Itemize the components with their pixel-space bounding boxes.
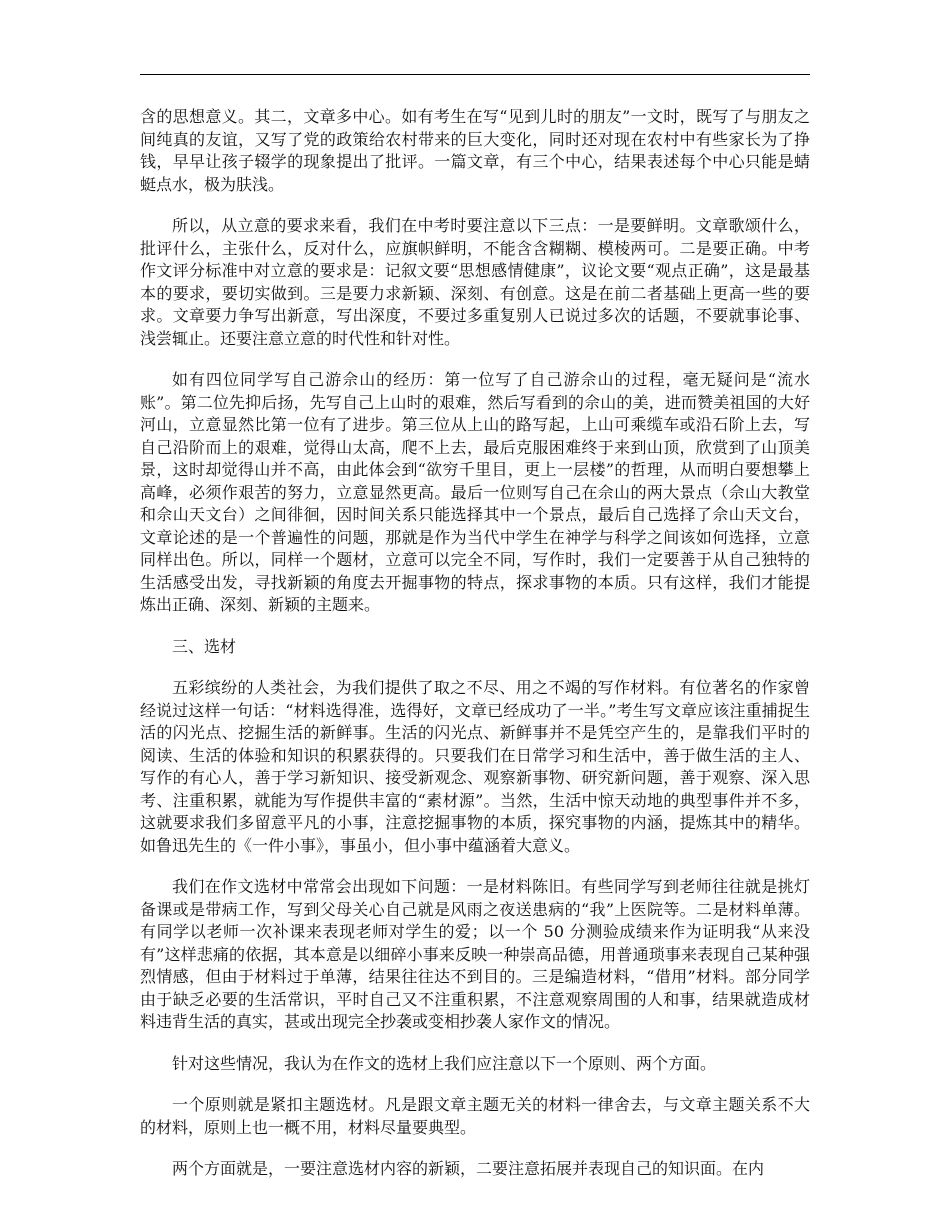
body-paragraph-two-aspects: 两个方面就是，一要注意选材内容的新颖，二要注意拓展并表现自己的知识面。在内 bbox=[172, 1159, 765, 1178]
body-paragraph-continued: 含的思想意义。其二，文章多中心。如有考生在写“见到儿时的朋友”一文时，既写了与朋友之间纯真的友谊，又写了党的政策给农村带来的巨大变化，同时还对现在农村中有些家长为了挣钱，早早让孩子辍学的现象提出了批评。一篇文章，有三个中心，结果表述每个中心只能是蜻蜓点水，极为肤浅。 bbox=[140, 107, 810, 194]
body-paragraph-principles-intro: 针对这些情况，我认为在作文的选材上我们应注意以下一个原则、两个方面。 bbox=[172, 1053, 717, 1073]
body-paragraph-one-principle: 一个原则就是紧扣主题选材。凡是跟文章主题无关的材料一律舍去，与文章主题关系不大的材料，原则上也一概不用，材料尽量要典型。 bbox=[140, 1095, 810, 1137]
header-rule bbox=[140, 74, 810, 75]
document-body bbox=[140, 106, 810, 1200]
body-paragraph-common-problems: 我们在作文选材中常常会出现如下问题：一是材料陈旧。有些同学写到老师往往就是挑灯备课或是带病工作，写到父母关心自己就是风雨之夜送患病的“我”上医院等。二是材料单薄。有同学以老师一次补课来表现老师对学生的爱；以一个 50 分测验成绩来作为证明我“从来没有”这样悲痛的依据，其本意是以细碎小事来反映一种崇高品德，用普通琐事来表现自己某种强烈情感，但由于材料过于单薄，结果往往达不到目的。三是编造材料，“借用”材料。部分同学由于缺乏必要的生活常识，平时自己又不注重积累，不注意观察周围的人和事，结果就造成材料违背生活的真实，甚或出现完全抄袭或变相抄袭人家作文的情况。 bbox=[140, 877, 810, 1031]
body-paragraph-material-sources: 五彩缤纷的人类社会，为我们提供了取之不尽、用之不竭的写作材料。有位著名的作家曾经说过这样一句话：“材料选得准，选得好，文章已经成功了一半。”考生写文章应该注重捕捉生活的闪光点、挖掘生活的新鲜事。生活的闪光点、新鲜事并不是凭空产生的，是靠我们平时的阅读、生活的体验和知识的积累获得的。只要我们在日常学习和生活中，善于做生活的主人、写作的有心人，善于学习新知识、接受新观念、观察新事物、研究新问题，善于观察、深入思考、注重积累，就能为写作提供丰富的“素材源”。当然，生活中惊天动地的典型事件并不多，这就要求我们多留意平凡的小事，注意挖掘事物的本质，探究事物的内涵，提炼其中的精华。如鲁迅先生的《一件小事》，事虽小，但小事中蕴涵着大意义。 bbox=[140, 678, 810, 855]
section-heading-material-selection: 三、选材 bbox=[172, 636, 237, 656]
body-paragraph-sheshan-example: 如有四位同学写自己游佘山的经历：第一位写了自己游佘山的过程，毫无疑问是“流水账”。第二位先抑后扬，先写自己上山时的艰难，然后写看到的佘山的美，进而赞美祖国的大好河山，立意显然比第一位有了进步。第三位从上山的路写起，上山可乘缆车或沿石阶上去，写自己沿阶而上的艰难，觉得山太高，爬不上去，最后克服困难终于来到山顶，欣赏到了山顶美景，这时却觉得山并不高，由此体会到“欲穷千里目，更上一层楼”的哲理，从而明白要想攀上高峰，必须作艰苦的努力，立意显然更高。最后一位则写自己在佘山的两大景点（佘山大教堂和佘山天文台）之间徘徊，因时间关系只能选择其中一个景点，最后自己选择了佘山天文台，文章论述的是一个普遍性的问题，那就是作为当代中学生在神学与科学之间该如何选择，立意同样出色。所以，同样一个题材，立意可以完全不同，写作时，我们一定要善于从自己独特的生活感受出发，寻找新颖的角度去开掘事物的特点，探求事物的本质。只有这样，我们才能提炼出正确、深刻、新颖的主题来。 bbox=[140, 370, 810, 614]
body-paragraph-three-points: 所以，从立意的要求来看，我们在中考时要注意以下三点：一是要鲜明。文章歌颂什么，批评什么，主张什么，反对什么，应旗帜鲜明，不能含含糊糊、模棱两可。二是要正确。中考作文评分标准中对立意的要求是：记叙文要“思想感情健康”，议论文要“观点正确”，这是最基本的要求，要切实做到。三是要力求新颖、深刻、有创意。这是在前二者基础上更高一些的要求。文章要力争写出新意，写出深度，不要过多重复别人已说过多次的话题，不要就事论事、浅尝辄止。还要注意立意的时代性和针对性。 bbox=[140, 216, 810, 348]
